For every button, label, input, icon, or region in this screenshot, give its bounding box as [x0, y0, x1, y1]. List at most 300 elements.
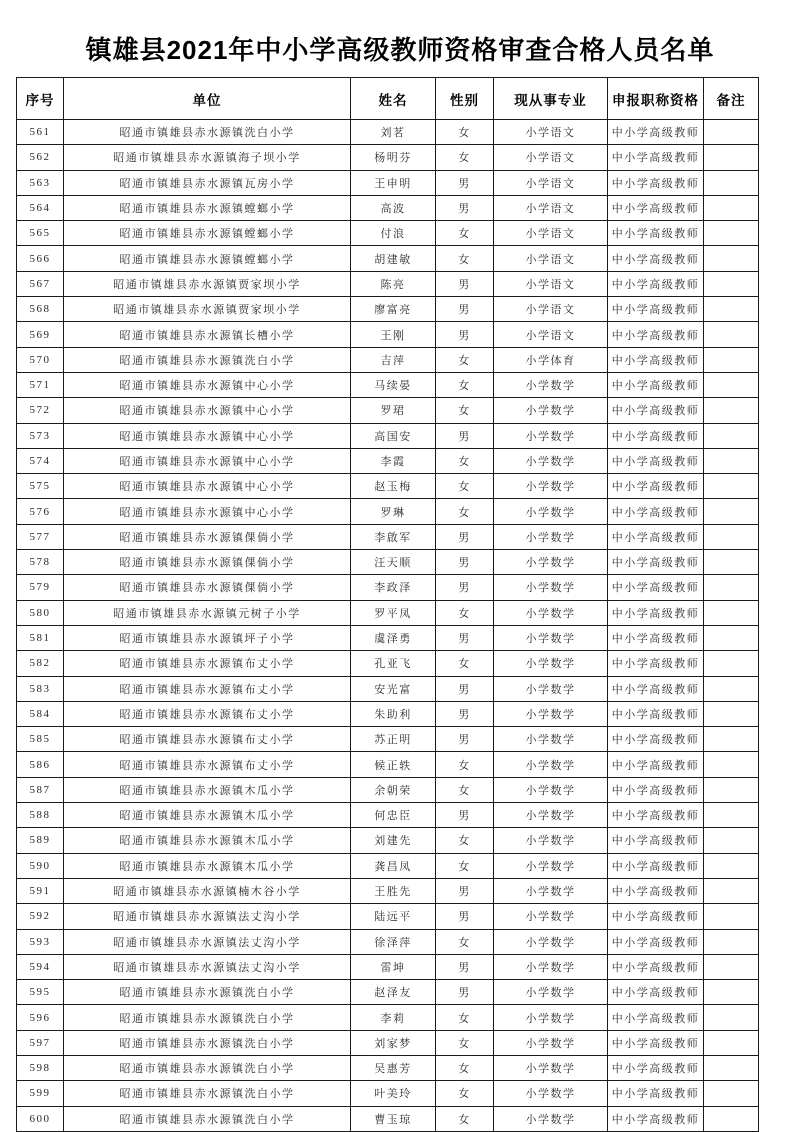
table-row	[17, 777, 759, 802]
table-row	[17, 246, 759, 271]
cell-unit: 昭通市镇雄县赤水源镇布丈小学	[64, 752, 351, 777]
cell-name: 王申明	[351, 170, 436, 195]
cell-gender: 女	[436, 221, 494, 246]
cell-remark	[704, 954, 759, 979]
cell-remark	[704, 347, 759, 372]
cell-remark	[704, 1030, 759, 1055]
cell-unit: 昭通市镇雄县赤水源镇法丈沟小学	[64, 929, 351, 954]
table-row	[17, 929, 759, 954]
cell-remark	[704, 676, 759, 701]
cell-index: 592	[17, 904, 64, 929]
cell-remark	[704, 499, 759, 524]
table-row	[17, 727, 759, 752]
cell-title_applied: 中小学高级教师	[608, 347, 704, 372]
cell-profession: 小学数学	[494, 1081, 608, 1106]
cell-gender: 男	[436, 297, 494, 322]
cell-unit: 昭通市镇雄县赤水源镇海子坝小学	[64, 145, 351, 170]
table-row	[17, 423, 759, 448]
cell-title_applied: 中小学高级教师	[608, 701, 704, 726]
cell-gender: 女	[436, 145, 494, 170]
cell-profession: 小学数学	[494, 752, 608, 777]
cell-index: 576	[17, 499, 64, 524]
page-title: 镇雄县2021年中小学高级教师资格审查合格人员名单	[85, 35, 715, 65]
cell-profession: 小学数学	[494, 398, 608, 423]
cell-index: 580	[17, 600, 64, 625]
cell-gender: 女	[436, 474, 494, 499]
cell-profession: 小学语文	[494, 246, 608, 271]
cell-unit: 昭通市镇雄县赤水源镇中心小学	[64, 372, 351, 397]
cell-title_applied: 中小学高级教师	[608, 372, 704, 397]
cell-index: 600	[17, 1106, 64, 1131]
cell-remark	[704, 777, 759, 802]
cell-unit: 昭通市镇雄县赤水源镇洗白小学	[64, 1106, 351, 1131]
cell-unit: 昭通市镇雄县赤水源镇布丈小学	[64, 651, 351, 676]
cell-title_applied: 中小学高级教师	[608, 1055, 704, 1080]
cell-unit: 昭通市镇雄县赤水源镇螳螂小学	[64, 221, 351, 246]
cell-name: 陈亮	[351, 271, 436, 296]
cell-remark	[704, 474, 759, 499]
cell-name: 刘茗	[351, 120, 436, 145]
cell-remark	[704, 423, 759, 448]
cell-gender: 女	[436, 651, 494, 676]
cell-profession: 小学数学	[494, 550, 608, 575]
table-row	[17, 524, 759, 549]
table-row	[17, 195, 759, 220]
cell-index: 581	[17, 625, 64, 650]
cell-gender: 女	[436, 448, 494, 473]
cell-remark	[704, 398, 759, 423]
cell-title_applied: 中小学高级教师	[608, 398, 704, 423]
cell-profession: 小学数学	[494, 448, 608, 473]
cell-gender: 男	[436, 954, 494, 979]
table-row	[17, 221, 759, 246]
cell-profession: 小学数学	[494, 980, 608, 1005]
cell-unit: 昭通市镇雄县赤水源镇洗白小学	[64, 1081, 351, 1106]
cell-remark	[704, 1055, 759, 1080]
cell-remark	[704, 372, 759, 397]
cell-name: 李啟军	[351, 524, 436, 549]
cell-index: 568	[17, 297, 64, 322]
cell-remark	[704, 575, 759, 600]
cell-index: 575	[17, 474, 64, 499]
cell-remark	[704, 221, 759, 246]
table-row	[17, 575, 759, 600]
cell-gender: 男	[436, 980, 494, 1005]
cell-remark	[704, 803, 759, 828]
cell-title_applied: 中小学高级教师	[608, 448, 704, 473]
cell-remark	[704, 727, 759, 752]
cell-profession: 小学数学	[494, 676, 608, 701]
cell-gender: 女	[436, 1081, 494, 1106]
cell-profession: 小学数学	[494, 625, 608, 650]
table-row	[17, 347, 759, 372]
cell-index: 565	[17, 221, 64, 246]
cell-remark	[704, 271, 759, 296]
cell-remark	[704, 1005, 759, 1030]
cell-gender: 女	[436, 1030, 494, 1055]
cell-title_applied: 中小学高级教师	[608, 246, 704, 271]
cell-title_applied: 中小学高级教师	[608, 1030, 704, 1055]
table-row	[17, 372, 759, 397]
cell-name: 虞泽勇	[351, 625, 436, 650]
table-row	[17, 499, 759, 524]
cell-profession: 小学数学	[494, 1055, 608, 1080]
cell-index: 573	[17, 423, 64, 448]
cell-gender: 男	[436, 423, 494, 448]
cell-remark	[704, 625, 759, 650]
cell-gender: 男	[436, 550, 494, 575]
table-row	[17, 651, 759, 676]
cell-name: 高国安	[351, 423, 436, 448]
column-header-unit: 单位	[64, 78, 351, 120]
cell-unit: 昭通市镇雄县赤水源镇法丈沟小学	[64, 954, 351, 979]
cell-name: 叶美玲	[351, 1081, 436, 1106]
cell-index: 593	[17, 929, 64, 954]
cell-remark	[704, 550, 759, 575]
cell-title_applied: 中小学高级教师	[608, 550, 704, 575]
column-header-name: 姓名	[351, 78, 436, 120]
cell-remark	[704, 246, 759, 271]
cell-unit: 昭通市镇雄县赤水源镇坪子小学	[64, 625, 351, 650]
cell-name: 候正轶	[351, 752, 436, 777]
cell-unit: 昭通市镇雄县赤水源镇洗白小学	[64, 1030, 351, 1055]
cell-gender: 男	[436, 878, 494, 903]
cell-unit: 昭通市镇雄县赤水源镇中心小学	[64, 423, 351, 448]
cell-profession: 小学数学	[494, 1005, 608, 1030]
cell-remark	[704, 297, 759, 322]
cell-unit: 昭通市镇雄县赤水源镇洗白小学	[64, 1055, 351, 1080]
cell-profession: 小学数学	[494, 423, 608, 448]
table-row	[17, 1055, 759, 1080]
table-row	[17, 322, 759, 347]
table-row	[17, 701, 759, 726]
cell-profession: 小学数学	[494, 929, 608, 954]
cell-remark	[704, 120, 759, 145]
cell-gender: 男	[436, 170, 494, 195]
cell-title_applied: 中小学高级教师	[608, 297, 704, 322]
cell-name: 马续晏	[351, 372, 436, 397]
cell-unit: 昭通市镇雄县赤水源镇贾家坝小学	[64, 297, 351, 322]
cell-title_applied: 中小学高级教师	[608, 727, 704, 752]
cell-title_applied: 中小学高级教师	[608, 322, 704, 347]
cell-profession: 小学数学	[494, 499, 608, 524]
table-row	[17, 853, 759, 878]
cell-profession: 小学语文	[494, 195, 608, 220]
cell-remark	[704, 980, 759, 1005]
cell-name: 杨明芬	[351, 145, 436, 170]
cell-name: 付浪	[351, 221, 436, 246]
cell-index: 590	[17, 853, 64, 878]
cell-gender: 女	[436, 600, 494, 625]
cell-index: 583	[17, 676, 64, 701]
cell-unit: 昭通市镇雄县赤水源镇洗白小学	[64, 120, 351, 145]
cell-name: 罗琳	[351, 499, 436, 524]
cell-unit: 昭通市镇雄县赤水源镇布丈小学	[64, 676, 351, 701]
cell-index: 567	[17, 271, 64, 296]
cell-title_applied: 中小学高级教师	[608, 980, 704, 1005]
cell-title_applied: 中小学高级教师	[608, 803, 704, 828]
cell-gender: 女	[436, 929, 494, 954]
cell-title_applied: 中小学高级教师	[608, 575, 704, 600]
cell-unit: 昭通市镇雄县赤水源镇布丈小学	[64, 701, 351, 726]
cell-title_applied: 中小学高级教师	[608, 524, 704, 549]
cell-profession: 小学数学	[494, 828, 608, 853]
cell-unit: 昭通市镇雄县赤水源镇长槽小学	[64, 322, 351, 347]
cell-index: 598	[17, 1055, 64, 1080]
cell-gender: 女	[436, 246, 494, 271]
cell-unit: 昭通市镇雄县赤水源镇元树子小学	[64, 600, 351, 625]
cell-index: 591	[17, 878, 64, 903]
table-row	[17, 676, 759, 701]
cell-gender: 男	[436, 195, 494, 220]
cell-name: 朱助利	[351, 701, 436, 726]
cell-index: 574	[17, 448, 64, 473]
cell-index: 577	[17, 524, 64, 549]
cell-name: 李政泽	[351, 575, 436, 600]
cell-profession: 小学数学	[494, 524, 608, 549]
cell-title_applied: 中小学高级教师	[608, 1106, 704, 1131]
cell-gender: 女	[436, 828, 494, 853]
cell-name: 安光富	[351, 676, 436, 701]
cell-index: 566	[17, 246, 64, 271]
cell-remark	[704, 752, 759, 777]
table-row	[17, 398, 759, 423]
cell-unit: 昭通市镇雄县赤水源镇木瓜小学	[64, 853, 351, 878]
cell-gender: 女	[436, 1055, 494, 1080]
cell-unit: 昭通市镇雄县赤水源镇木瓜小学	[64, 828, 351, 853]
cell-title_applied: 中小学高级教师	[608, 474, 704, 499]
cell-unit: 昭通市镇雄县赤水源镇中心小学	[64, 474, 351, 499]
cell-remark	[704, 1106, 759, 1131]
cell-gender: 女	[436, 1106, 494, 1131]
table-body	[17, 120, 759, 1132]
cell-gender: 男	[436, 676, 494, 701]
cell-gender: 女	[436, 372, 494, 397]
cell-index: 569	[17, 322, 64, 347]
cell-name: 苏正明	[351, 727, 436, 752]
table-row	[17, 600, 759, 625]
cell-profession: 小学语文	[494, 322, 608, 347]
cell-name: 胡建敏	[351, 246, 436, 271]
cell-title_applied: 中小学高级教师	[608, 1005, 704, 1030]
cell-remark	[704, 524, 759, 549]
cell-unit: 昭通市镇雄县赤水源镇楠木谷小学	[64, 878, 351, 903]
cell-profession: 小学数学	[494, 600, 608, 625]
cell-title_applied: 中小学高级教师	[608, 120, 704, 145]
cell-name: 徐泽萍	[351, 929, 436, 954]
cell-gender: 女	[436, 398, 494, 423]
cell-title_applied: 中小学高级教师	[608, 271, 704, 296]
cell-profession: 小学语文	[494, 120, 608, 145]
cell-profession: 小学数学	[494, 904, 608, 929]
cell-gender: 女	[436, 1005, 494, 1030]
cell-name: 龚昌凤	[351, 853, 436, 878]
table-row	[17, 448, 759, 473]
cell-profession: 小学数学	[494, 853, 608, 878]
cell-remark	[704, 651, 759, 676]
cell-gender: 男	[436, 575, 494, 600]
cell-name: 赵泽友	[351, 980, 436, 1005]
cell-name: 余朝荣	[351, 777, 436, 802]
cell-name: 廖富亮	[351, 297, 436, 322]
cell-unit: 昭通市镇雄县赤水源镇中心小学	[64, 448, 351, 473]
table-row	[17, 1005, 759, 1030]
cell-title_applied: 中小学高级教师	[608, 1081, 704, 1106]
table-row	[17, 980, 759, 1005]
table-row	[17, 878, 759, 903]
cell-title_applied: 中小学高级教师	[608, 676, 704, 701]
cell-profession: 小学数学	[494, 727, 608, 752]
table-row	[17, 1106, 759, 1131]
cell-unit: 昭通市镇雄县赤水源镇贾家坝小学	[64, 271, 351, 296]
cell-name: 吴惠芳	[351, 1055, 436, 1080]
cell-gender: 男	[436, 322, 494, 347]
table-header-row	[17, 78, 759, 120]
cell-name: 雷坤	[351, 954, 436, 979]
cell-unit: 昭通市镇雄县赤水源镇倮倘小学	[64, 524, 351, 549]
cell-profession: 小学体育	[494, 347, 608, 372]
cell-profession: 小学数学	[494, 701, 608, 726]
cell-remark	[704, 853, 759, 878]
cell-index: 571	[17, 372, 64, 397]
cell-remark	[704, 701, 759, 726]
cell-profession: 小学数学	[494, 474, 608, 499]
table-row	[17, 120, 759, 145]
cell-remark	[704, 878, 759, 903]
cell-unit: 昭通市镇雄县赤水源镇螳螂小学	[64, 195, 351, 220]
cell-index: 579	[17, 575, 64, 600]
cell-index: 595	[17, 980, 64, 1005]
cell-remark	[704, 1081, 759, 1106]
cell-gender: 男	[436, 803, 494, 828]
table-row	[17, 145, 759, 170]
cell-title_applied: 中小学高级教师	[608, 195, 704, 220]
cell-title_applied: 中小学高级教师	[608, 221, 704, 246]
cell-remark	[704, 170, 759, 195]
cell-profession: 小学语文	[494, 297, 608, 322]
cell-title_applied: 中小学高级教师	[608, 878, 704, 903]
cell-gender: 女	[436, 120, 494, 145]
cell-name: 汪天顺	[351, 550, 436, 575]
cell-title_applied: 中小学高级教师	[608, 423, 704, 448]
cell-unit: 昭通市镇雄县赤水源镇中心小学	[64, 499, 351, 524]
cell-index: 586	[17, 752, 64, 777]
cell-title_applied: 中小学高级教师	[608, 625, 704, 650]
cell-unit: 昭通市镇雄县赤水源镇布丈小学	[64, 727, 351, 752]
cell-profession: 小学语文	[494, 170, 608, 195]
cell-title_applied: 中小学高级教师	[608, 145, 704, 170]
cell-unit: 昭通市镇雄县赤水源镇倮倘小学	[64, 550, 351, 575]
roster-table	[16, 77, 759, 1132]
cell-title_applied: 中小学高级教师	[608, 828, 704, 853]
cell-profession: 小学语文	[494, 145, 608, 170]
cell-name: 高波	[351, 195, 436, 220]
table-row	[17, 474, 759, 499]
column-header-index: 序号	[17, 78, 64, 120]
table-row	[17, 625, 759, 650]
cell-unit: 昭通市镇雄县赤水源镇洗白小学	[64, 347, 351, 372]
cell-remark	[704, 904, 759, 929]
cell-title_applied: 中小学高级教师	[608, 904, 704, 929]
table-row	[17, 828, 759, 853]
cell-name: 王胜先	[351, 878, 436, 903]
cell-title_applied: 中小学高级教师	[608, 853, 704, 878]
cell-title_applied: 中小学高级教师	[608, 929, 704, 954]
cell-index: 584	[17, 701, 64, 726]
cell-gender: 男	[436, 271, 494, 296]
cell-index: 572	[17, 398, 64, 423]
column-header-title_applied: 申报职称资格	[608, 78, 704, 120]
table-row	[17, 904, 759, 929]
cell-remark	[704, 448, 759, 473]
cell-title_applied: 中小学高级教师	[608, 170, 704, 195]
cell-index: 599	[17, 1081, 64, 1106]
cell-unit: 昭通市镇雄县赤水源镇洗白小学	[64, 1005, 351, 1030]
cell-name: 李霞	[351, 448, 436, 473]
cell-unit: 昭通市镇雄县赤水源镇洗白小学	[64, 980, 351, 1005]
cell-name: 罗珺	[351, 398, 436, 423]
cell-gender: 男	[436, 625, 494, 650]
cell-index: 589	[17, 828, 64, 853]
cell-gender: 女	[436, 853, 494, 878]
cell-profession: 小学数学	[494, 372, 608, 397]
cell-index: 582	[17, 651, 64, 676]
cell-name: 刘建先	[351, 828, 436, 853]
cell-profession: 小学数学	[494, 1106, 608, 1131]
cell-name: 刘家梦	[351, 1030, 436, 1055]
cell-profession: 小学数学	[494, 878, 608, 903]
cell-unit: 昭通市镇雄县赤水源镇倮倘小学	[64, 575, 351, 600]
cell-gender: 男	[436, 727, 494, 752]
cell-index: 587	[17, 777, 64, 802]
cell-gender: 男	[436, 524, 494, 549]
cell-unit: 昭通市镇雄县赤水源镇中心小学	[64, 398, 351, 423]
table-row	[17, 752, 759, 777]
cell-title_applied: 中小学高级教师	[608, 777, 704, 802]
cell-unit: 昭通市镇雄县赤水源镇木瓜小学	[64, 777, 351, 802]
cell-title_applied: 中小学高级教师	[608, 499, 704, 524]
cell-name: 赵玉梅	[351, 474, 436, 499]
cell-gender: 男	[436, 701, 494, 726]
cell-gender: 男	[436, 904, 494, 929]
cell-gender: 女	[436, 752, 494, 777]
table-row	[17, 170, 759, 195]
cell-remark	[704, 828, 759, 853]
cell-profession: 小学数学	[494, 803, 608, 828]
cell-unit: 昭通市镇雄县赤水源镇瓦房小学	[64, 170, 351, 195]
cell-name: 李莉	[351, 1005, 436, 1030]
cell-name: 曹玉琼	[351, 1106, 436, 1131]
cell-remark	[704, 322, 759, 347]
cell-index: 578	[17, 550, 64, 575]
cell-name: 王刚	[351, 322, 436, 347]
cell-unit: 昭通市镇雄县赤水源镇法丈沟小学	[64, 904, 351, 929]
table-row	[17, 954, 759, 979]
cell-index: 597	[17, 1030, 64, 1055]
cell-profession: 小学数学	[494, 1030, 608, 1055]
table-row	[17, 550, 759, 575]
cell-index: 585	[17, 727, 64, 752]
cell-index: 562	[17, 145, 64, 170]
cell-name: 何忠臣	[351, 803, 436, 828]
cell-index: 561	[17, 120, 64, 145]
cell-title_applied: 中小学高级教师	[608, 752, 704, 777]
cell-name: 陆远平	[351, 904, 436, 929]
cell-name: 吉萍	[351, 347, 436, 372]
cell-profession: 小学数学	[494, 651, 608, 676]
cell-gender: 女	[436, 777, 494, 802]
cell-gender: 女	[436, 347, 494, 372]
